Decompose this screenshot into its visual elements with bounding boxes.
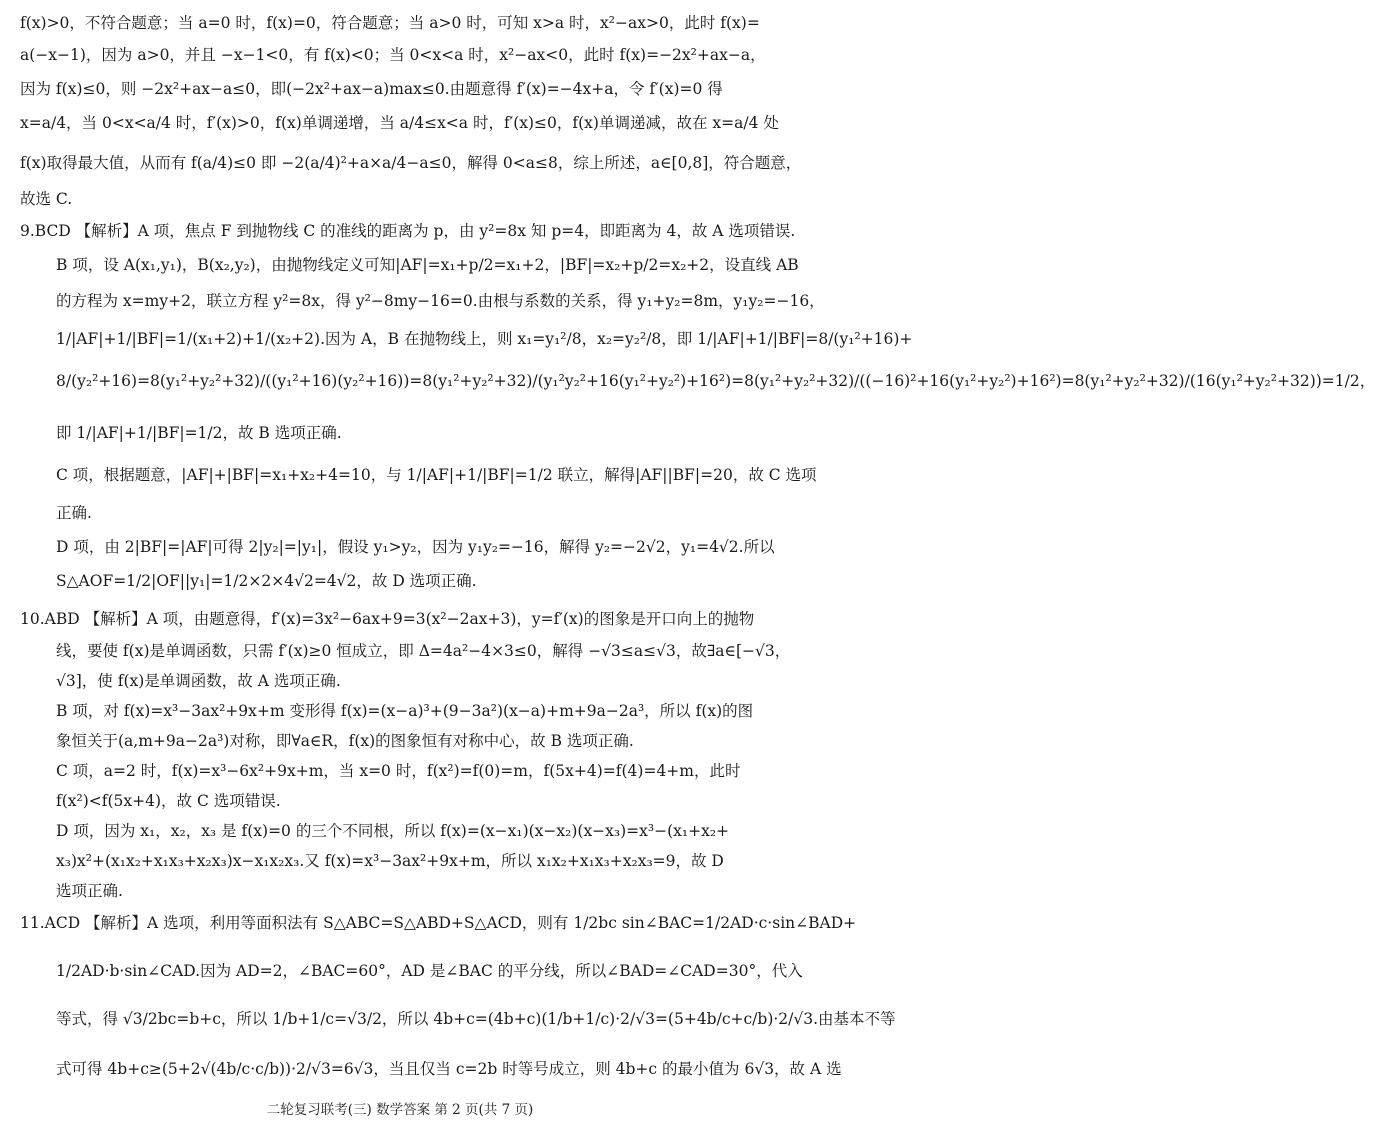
text-line: 因为 f(x)≤0，则 −2x²+ax−a≤0，即(−2x²+ax−a)max≤0.由题意得 f′(x)=−4x+a，令 f′(x)=0 得 — [20, 80, 723, 98]
page-footer: 二轮复习联考(三) 数学答案 第 2 页(共 7 页) — [266, 1102, 534, 1118]
text-line: 选项正确. — [56, 882, 123, 900]
text-line: 1/|AF|+1/|BF|=1/(x₁+2)+1/(x₂+2).因为 A，B 在抛物线上，则 x₁=y₁²/8，x₂=y₂²/8，即 1/|AF|+1/|BF|=8/(y₁²+16)+ — [56, 330, 913, 348]
text-line: 的方程为 x=my+2，联立方程 y²=8x，得 y²−8my−16=0.由根与系数的关系，得 y₁+y₂=8m，y₁y₂=−16， — [56, 292, 825, 310]
text-line: 象恒关于(a,m+9a−2a³)对称，即∀a∈R，f(x)的图象恒有对称中心，故 B 选项正确. — [56, 732, 634, 750]
text-line: 10.ABD 【解析】A 项，由题意得，f′(x)=3x²−6ax+9=3(x²−2ax+3)，y=f′(x)的图象是开口向上的抛物 — [20, 610, 755, 628]
text-line: B 项，对 f(x)=x³−3ax²+9x+m 变形得 f(x)=(x−a)³+(9−3a²)(x−a)+m+9a−2a³，所以 f(x)的图 — [56, 702, 754, 720]
text-line: 式可得 4b+c≥(5+2√(4b/c·c/b))·2/√3=6√3，当且仅当 c=2b 时等号成立，则 4b+c 的最小值为 6√3，故 A 选 — [56, 1060, 842, 1078]
text-line: √3]，使 f(x)是单调函数，故 A 选项正确. — [56, 672, 341, 690]
text-line: x₃)x²+(x₁x₂+x₁x₃+x₂x₃)x−x₁x₂x₃.又 f(x)=x³−3ax²+9x+m，所以 x₁x₂+x₁x₃+x₂x₃=9，故 D — [56, 852, 724, 870]
text-line: D 项，因为 x₁，x₂，x₃ 是 f(x)=0 的三个不同根，所以 f(x)=(x−x₁)(x−x₂)(x−x₃)=x³−(x₁+x₂+ — [56, 822, 730, 840]
text-line: 线，要使 f(x)是单调函数，只需 f′(x)≥0 恒成立，即 Δ=4a²−4×3≤0，解得 −√3≤a≤√3，故∃a∈[−√3， — [56, 642, 791, 660]
text-line: x=a/4，当 0<x<a/4 时，f′(x)>0，f(x)单调递增，当 a/4≤x<a 时，f′(x)≤0，f(x)单调递减，故在 x=a/4 处 — [20, 114, 779, 132]
text-line: 即 1/|AF|+1/|BF|=1/2，故 B 选项正确. — [56, 424, 342, 442]
text-line: f(x)取得最大值，从而有 f(a/4)≤0 即 −2(a/4)²+a×a/4−a≤0，解得 0<a≤8，综上所述，a∈[0,8]，符合题意， — [20, 154, 802, 172]
text-line: a(−x−1)，因为 a>0，并且 −x−1<0，有 f(x)<0；当 0<x<a 时，x²−ax<0，此时 f(x)=−2x²+ax−a， — [20, 46, 766, 64]
text-line: 1/2AD·b·sin∠CAD.因为 AD=2，∠BAC=60°，AD 是∠BAC 的平分线，所以∠BAD=∠CAD=30°，代入 — [56, 962, 803, 980]
text-line: D 项，由 2|BF|=|AF|可得 2|y₂|=|y₁|，假设 y₁>y₂，因为 y₁y₂=−16，解得 y₂=−2√2，y₁=4√2.所以 — [56, 538, 775, 556]
text-line: S△AOF=1/2|OF||y₁|=1/2×2×4√2=4√2，故 D 选项正确. — [56, 572, 477, 590]
text-line: 9.BCD 【解析】A 项，焦点 F 到抛物线 C 的准线的距离为 p，由 y²=8x 知 p=4，即距离为 4，故 A 选项错误. — [20, 222, 796, 240]
text-line: 8/(y₂²+16)=8(y₁²+y₂²+32)/((y₁²+16)(y₂²+16))=8(y₁²+y₂²+32)/(y₁²y₂²+16(y₁²+y₂²)+16²)=8(y₁²+y₂²+32)/((−16)²+16(y₁²+y₂²)+16²)=8(y₁²+y₂²+32)/(16(y₁²+y₂²+32))=1/2， — [56, 372, 1375, 390]
text-line: C 项，根据题意，|AF|+|BF|=x₁+x₂+4=10，与 1/|AF|+1/|BF|=1/2 联立，解得|AF||BF|=20，故 C 选项 — [56, 466, 817, 484]
text-line: 11.ACD 【解析】A 选项，利用等面积法有 S△ABC=S△ABD+S△ACD，则有 1/2bc sin∠BAC=1/2AD·c·sin∠BAD+ — [20, 914, 857, 932]
text-line: C 项，a=2 时，f(x)=x³−6x²+9x+m，当 x=0 时，f(x²)=f(0)=m，f(5x+4)=f(4)=4+m，此时 — [56, 762, 741, 780]
text-line: 等式，得 √3/2bc=b+c，所以 1/b+1/c=√3/2，所以 4b+c=(4b+c)(1/b+1/c)·2/√3=(5+4b/c+c/b)·2/√3.由基本不等 — [56, 1010, 896, 1028]
text-line: 正确. — [56, 504, 92, 522]
text-line: B 项，设 A(x₁,y₁)，B(x₂,y₂)，由抛物线定义可知|AF|=x₁+p/2=x₁+2，|BF|=x₂+p/2=x₂+2，设直线 AB — [56, 256, 799, 274]
text-line: f(x²)<f(5x+4)，故 C 选项错误. — [56, 792, 281, 810]
text-line: 故选 C. — [20, 190, 73, 208]
text-line: f(x)>0，不符合题意；当 a=0 时，f(x)=0，符合题意；当 a>0 时，可知 x>a 时，x²−ax>0，此时 f(x)= — [20, 14, 760, 32]
